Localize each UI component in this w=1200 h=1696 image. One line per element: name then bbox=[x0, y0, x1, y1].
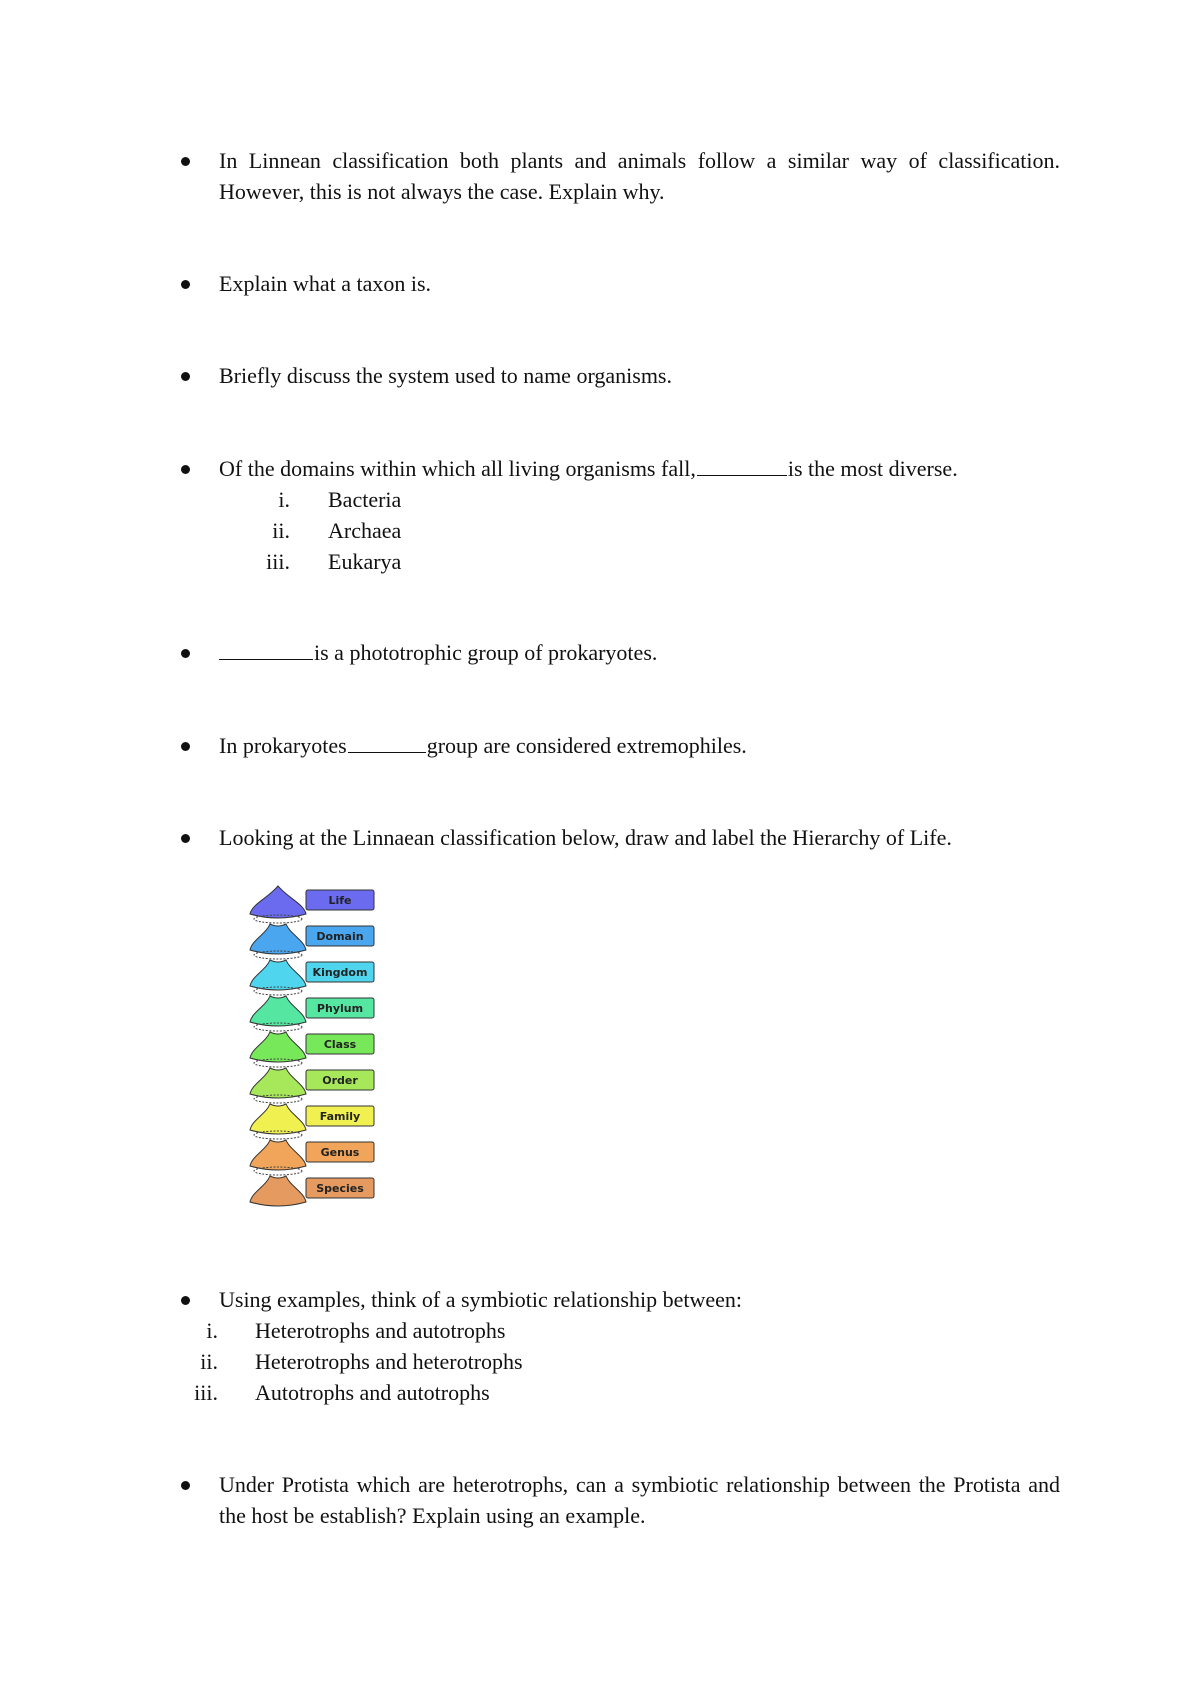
option-number: iii. bbox=[194, 1380, 218, 1405]
bullet-icon bbox=[181, 1296, 190, 1305]
option-text: Eukarya bbox=[328, 549, 402, 574]
hierarchy-of-life-diagram bbox=[248, 880, 388, 1220]
level-shape bbox=[250, 1140, 306, 1170]
level-shape bbox=[250, 886, 306, 918]
question-text-end: group are considered extremophiles. bbox=[426, 733, 747, 758]
question-8 bbox=[183, 1284, 1060, 1315]
question-text: Using examples, think of a symbiotic relationship between: bbox=[219, 1287, 743, 1312]
answer-blank[interactable] bbox=[348, 734, 426, 753]
question-text bbox=[219, 637, 1060, 668]
bullet-icon bbox=[181, 742, 190, 751]
level-shape bbox=[250, 1032, 306, 1062]
question-1 bbox=[183, 145, 1060, 207]
hierarchy-level-life bbox=[250, 886, 374, 923]
hierarchy-level-species bbox=[250, 1176, 374, 1206]
level-label: Order bbox=[322, 1074, 358, 1087]
bullet-icon bbox=[181, 1481, 190, 1490]
bullet-icon bbox=[181, 372, 190, 381]
question-3 bbox=[183, 360, 1060, 391]
hierarchy-level-class bbox=[250, 1032, 374, 1067]
option-text: Bacteria bbox=[328, 487, 402, 512]
level-label: Class bbox=[323, 1038, 357, 1051]
bullet-icon bbox=[181, 280, 190, 289]
option-number: iii. bbox=[266, 549, 290, 574]
question-6 bbox=[183, 730, 1060, 761]
question-text bbox=[219, 730, 1060, 761]
question-9 bbox=[183, 1469, 1060, 1531]
question-text-end: is the most diverse. bbox=[787, 456, 958, 481]
option-text: Heterotrophs and autotrophs bbox=[255, 1318, 506, 1343]
option-number: ii. bbox=[272, 518, 290, 543]
question-text: Under Protista which are heterotrophs, can a symbiotic relationship between the Protista and the host be establish? Explain using an example. bbox=[219, 1472, 1060, 1528]
level-label: Species bbox=[316, 1182, 364, 1195]
option-text: Autotrophs and autotrophs bbox=[255, 1380, 490, 1405]
level-shape bbox=[250, 1176, 306, 1206]
bullet-icon bbox=[181, 157, 190, 166]
option-text: Archaea bbox=[328, 518, 402, 543]
level-shape bbox=[250, 1104, 306, 1134]
hierarchy-level-genus bbox=[250, 1140, 374, 1175]
question-text bbox=[219, 453, 1060, 484]
question-text: Briefly discuss the system used to name organisms. bbox=[219, 363, 672, 388]
level-label: Genus bbox=[320, 1146, 360, 1159]
level-shape bbox=[250, 996, 306, 1026]
hierarchy-level-order bbox=[250, 1068, 374, 1103]
option-number: ii. bbox=[200, 1349, 218, 1374]
option-text: Heterotrophs and heterotrophs bbox=[255, 1349, 523, 1374]
option-number: i. bbox=[206, 1318, 218, 1343]
bullet-icon bbox=[181, 465, 190, 474]
level-label: Phylum bbox=[316, 1002, 364, 1015]
question-text-start: In prokaryotes bbox=[219, 733, 347, 758]
question-text-end: is a phototrophic group of prokaryotes. bbox=[314, 640, 658, 665]
question-text: Looking at the Linnaean classification below, draw and label the Hierarchy of Life. bbox=[219, 825, 952, 850]
question-5 bbox=[183, 637, 1060, 668]
question-7 bbox=[183, 822, 1060, 853]
hierarchy-level-family bbox=[250, 1104, 374, 1139]
level-label: Life bbox=[328, 894, 352, 907]
level-shape bbox=[250, 1068, 306, 1098]
question-4 bbox=[183, 453, 1060, 484]
level-label: Kingdom bbox=[312, 966, 368, 979]
level-shape bbox=[250, 924, 306, 954]
level-label: Domain bbox=[316, 930, 364, 943]
bullet-icon bbox=[181, 649, 190, 658]
question-2 bbox=[183, 268, 1060, 299]
hierarchy-level-kingdom bbox=[250, 960, 374, 995]
question-text: In Linnean classification both plants and animals follow a similar way of classification. However, this is not always the case. Explain why. bbox=[219, 148, 1060, 204]
option-number: i. bbox=[278, 487, 290, 512]
question-text-start: Of the domains within which all living organisms fall, bbox=[219, 456, 696, 481]
level-shape bbox=[250, 960, 306, 990]
answer-blank[interactable] bbox=[697, 457, 787, 476]
level-label: Family bbox=[319, 1110, 361, 1123]
hierarchy-level-phylum bbox=[250, 996, 374, 1031]
answer-blank[interactable] bbox=[219, 641, 313, 660]
bullet-icon bbox=[181, 834, 190, 843]
hierarchy-level-domain bbox=[250, 924, 374, 959]
question-text: Explain what a taxon is. bbox=[219, 271, 432, 296]
